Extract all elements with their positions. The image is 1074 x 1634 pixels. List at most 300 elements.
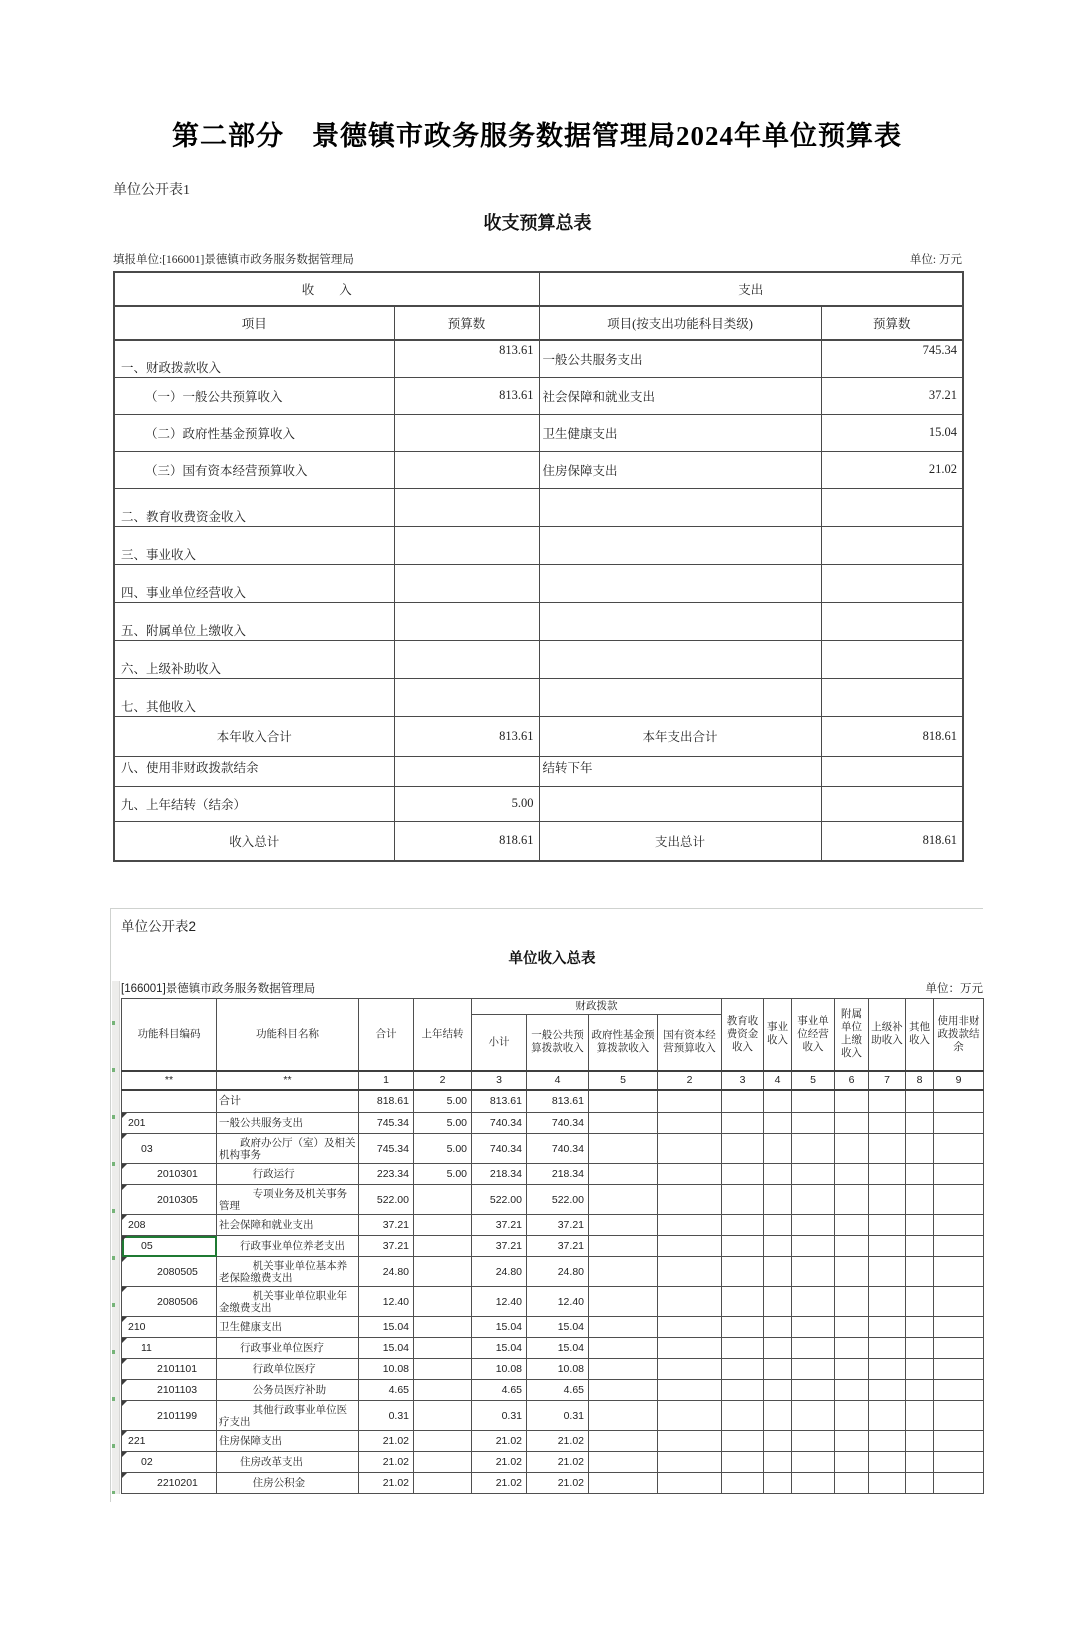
table2-value-cell <box>722 1164 764 1185</box>
table2-value-cell: 37.21 <box>527 1215 589 1236</box>
table2-value-cell <box>934 1134 984 1164</box>
table2-value-cell <box>835 1431 869 1452</box>
table2-value-cell: 4.65 <box>472 1380 527 1401</box>
table1-row <box>114 756 963 786</box>
table2-name-cell: 机关事业单位基本养老保险缴费支出 <box>217 1257 359 1287</box>
table2-name-cell: 卫生健康支出 <box>217 1317 359 1338</box>
table2-value-cell <box>722 1452 764 1473</box>
table2-value-cell <box>589 1164 658 1185</box>
table2-value-cell <box>869 1431 906 1452</box>
table1-income-item: 八、使用非财政拨款结余 <box>114 756 394 786</box>
table2-value-cell <box>589 1257 658 1287</box>
table1-row <box>114 564 963 602</box>
table2-value-cell: 745.34 <box>359 1134 414 1164</box>
table1-header-budget: 预算数 <box>394 306 539 340</box>
table2-value-cell <box>764 1338 792 1359</box>
table1-expense-value <box>821 602 963 640</box>
income-summary-table <box>121 998 984 1494</box>
table2-row <box>122 1257 984 1287</box>
table2-value-cell <box>722 1359 764 1380</box>
table2-code-cell: 2080506 <box>122 1287 217 1317</box>
income-summary-section <box>110 908 983 1502</box>
table2-name-cell: 公务员医疗补助 <box>217 1380 359 1401</box>
table2-value-cell <box>869 1359 906 1380</box>
table2-row <box>122 1431 984 1452</box>
table2-row <box>122 1287 984 1317</box>
table2-label: 单位公开表2 <box>121 919 197 934</box>
table2-value-cell <box>835 1359 869 1380</box>
table2-value-cell <box>869 1401 906 1431</box>
table2-value-cell <box>414 1401 472 1431</box>
table2-row <box>122 1473 984 1494</box>
table2-value-cell <box>835 1338 869 1359</box>
table2-value-cell <box>906 1236 934 1257</box>
table2-value-cell <box>792 1164 835 1185</box>
table1-income-item: 四、事业单位经营收入 <box>114 564 394 602</box>
table2-value-cell: 24.80 <box>527 1257 589 1287</box>
table2-value-cell <box>658 1431 722 1452</box>
table2-value-cell <box>658 1215 722 1236</box>
table2-value-cell: 21.02 <box>527 1452 589 1473</box>
table1-row <box>114 716 963 756</box>
table2-value-cell: 218.34 <box>472 1164 527 1185</box>
table2-code-cell <box>122 1090 217 1113</box>
table2-value-cell <box>414 1473 472 1494</box>
table1-row <box>114 640 963 678</box>
table2-value-cell <box>934 1452 984 1473</box>
table2-code-cell: 05 <box>122 1236 217 1257</box>
table1-income-item: 六、上级补助收入 <box>114 640 394 678</box>
table2-value-cell <box>792 1380 835 1401</box>
table2-value-cell <box>792 1431 835 1452</box>
table2-title: 单位收入总表 <box>508 951 596 967</box>
table2-value-cell <box>658 1380 722 1401</box>
table2-column-number: 2 <box>414 1071 472 1090</box>
table1-row <box>114 377 963 414</box>
table2-column-number: 2 <box>658 1071 722 1090</box>
table2-value-cell <box>414 1257 472 1287</box>
table2-value-cell <box>764 1473 792 1494</box>
table2-column-number: 7 <box>869 1071 906 1090</box>
table2-value-cell <box>906 1164 934 1185</box>
table2-value-cell <box>658 1338 722 1359</box>
table1-income-item: （一）一般公共预算收入 <box>114 377 394 414</box>
table1-income-item: （三）国有资本经营预算收入 <box>114 451 394 488</box>
table1-expense-value: 818.61 <box>821 821 963 861</box>
table2-value-cell <box>658 1257 722 1287</box>
table2-column-number: 5 <box>792 1071 835 1090</box>
table2-value-cell <box>792 1215 835 1236</box>
table2-row <box>122 1452 984 1473</box>
table1-row <box>114 602 963 640</box>
table1-header-expense-budget: 预算数 <box>821 306 963 340</box>
table2-value-cell <box>906 1215 934 1236</box>
table2-value-cell <box>934 1236 984 1257</box>
table2-value-cell <box>658 1185 722 1215</box>
table1-income-value: 813.61 <box>394 377 539 414</box>
table1-expense-value <box>821 678 963 716</box>
table2-value-cell <box>906 1473 934 1494</box>
table2-value-cell: 818.61 <box>359 1090 414 1113</box>
table2-header-business: 事业收入 <box>764 999 792 1071</box>
table2-value-cell <box>835 1287 869 1317</box>
table2-value-cell <box>658 1452 722 1473</box>
table1-income-value <box>394 488 539 526</box>
table2-value-cell <box>792 1452 835 1473</box>
table1-row <box>114 340 963 377</box>
table2-value-cell <box>414 1380 472 1401</box>
table2-value-cell <box>414 1215 472 1236</box>
table2-column-number: 9 <box>934 1071 984 1090</box>
table2-value-cell <box>414 1431 472 1452</box>
table2-name-cell: 其他行政事业单位医疗支出 <box>217 1401 359 1431</box>
table2-column-number: ** <box>217 1071 359 1090</box>
table2-header-code: 功能科目编码 <box>122 999 217 1071</box>
table2-value-cell <box>934 1090 984 1113</box>
table2-row <box>122 1236 984 1257</box>
table2-value-cell <box>764 1134 792 1164</box>
table2-value-cell <box>792 1090 835 1113</box>
table2-value-cell: 37.21 <box>472 1236 527 1257</box>
table2-value-cell <box>414 1359 472 1380</box>
table2-value-cell <box>722 1287 764 1317</box>
table1-group-header-row <box>114 272 963 306</box>
table2-value-cell <box>764 1431 792 1452</box>
table2-value-cell <box>589 1401 658 1431</box>
table1-income-item: 三、事业收入 <box>114 526 394 564</box>
table2-value-cell <box>764 1185 792 1215</box>
table2-value-cell: 0.31 <box>472 1401 527 1431</box>
table2-column-number: 4 <box>527 1071 589 1090</box>
table2-value-cell: 21.02 <box>472 1431 527 1452</box>
table2-value-cell <box>835 1401 869 1431</box>
table2-value-cell: 4.65 <box>527 1380 589 1401</box>
table2-value-cell <box>764 1401 792 1431</box>
table2-value-cell <box>869 1090 906 1113</box>
table2-value-cell: 21.02 <box>527 1431 589 1452</box>
table2-value-cell <box>835 1215 869 1236</box>
table2-name-cell: 一般公共服务支出 <box>217 1113 359 1134</box>
table2-value-cell <box>835 1452 869 1473</box>
table1-unit-note: 单位: 万元 <box>909 254 962 266</box>
table1-expense-value <box>821 488 963 526</box>
table2-value-cell: 223.34 <box>359 1164 414 1185</box>
table2-value-cell <box>835 1236 869 1257</box>
table1-expense-item: 卫生健康支出 <box>539 414 821 451</box>
table1-income-value <box>394 564 539 602</box>
table2-row <box>122 1380 984 1401</box>
table2-value-cell: 5.00 <box>414 1164 472 1185</box>
table2-column-number: ** <box>122 1071 217 1090</box>
table2-value-cell <box>934 1359 984 1380</box>
table2-header-affiliated: 附属单位上缴收入 <box>835 999 869 1071</box>
table2-header-education-fee: 教育收费资金收入 <box>722 999 764 1071</box>
table2-group-header-row <box>122 999 984 1015</box>
table1-row <box>114 678 963 716</box>
table2-value-cell <box>589 1236 658 1257</box>
table2-value-cell <box>792 1401 835 1431</box>
table2-value-cell <box>835 1317 869 1338</box>
table2-code-cell: 2080505 <box>122 1257 217 1287</box>
table2-value-cell <box>722 1134 764 1164</box>
table2-value-cell: 21.02 <box>527 1473 589 1494</box>
table2-value-cell <box>792 1287 835 1317</box>
table2-header-gov-fund: 政府性基金预算拨款收入 <box>589 1015 658 1071</box>
table2-value-cell <box>869 1113 906 1134</box>
table2-code-cell: 221 <box>122 1431 217 1452</box>
table2-value-cell: 522.00 <box>359 1185 414 1215</box>
table2-value-cell <box>414 1287 472 1317</box>
table2-value-cell: 745.34 <box>359 1113 414 1134</box>
table1-expense-group-header: 支出 <box>539 272 963 306</box>
table2-value-cell <box>658 1164 722 1185</box>
table2-value-cell <box>934 1164 984 1185</box>
table2-value-cell: 24.80 <box>359 1257 414 1287</box>
table1-expense-value: 15.04 <box>821 414 963 451</box>
table2-unit-name: [166001]景德镇市政务服务数据管理局 <box>121 983 316 995</box>
table2-value-cell <box>722 1317 764 1338</box>
table2-code-cell: 2101199 <box>122 1401 217 1431</box>
table2-header-non-fiscal-balance: 使用非财政拨款结余 <box>934 999 984 1071</box>
table1-income-value: 5.00 <box>394 786 539 821</box>
table2-value-cell <box>792 1257 835 1287</box>
table2-value-cell <box>764 1215 792 1236</box>
table2-value-cell: 0.31 <box>527 1401 589 1431</box>
table2-value-cell: 15.04 <box>527 1317 589 1338</box>
table2-value-cell <box>869 1134 906 1164</box>
table2-value-cell <box>835 1113 869 1134</box>
table2-value-cell <box>869 1473 906 1494</box>
table2-name-cell: 专项业务及机关事务管理 <box>217 1185 359 1215</box>
table2-value-cell <box>764 1317 792 1338</box>
table2-value-cell <box>589 1215 658 1236</box>
table2-value-cell <box>658 1473 722 1494</box>
table2-value-cell <box>589 1113 658 1134</box>
table1-label: 单位公开表1 <box>113 183 190 198</box>
table2-value-cell: 740.34 <box>527 1113 589 1134</box>
table2-value-cell <box>414 1338 472 1359</box>
table2-value-cell <box>835 1380 869 1401</box>
table2-value-cell: 740.34 <box>472 1134 527 1164</box>
table2-value-cell <box>835 1473 869 1494</box>
table1-row <box>114 786 963 821</box>
table2-value-cell <box>869 1185 906 1215</box>
table2-value-cell: 37.21 <box>472 1215 527 1236</box>
table2-value-cell <box>764 1452 792 1473</box>
table2-code-cell: 210 <box>122 1317 217 1338</box>
table2-value-cell <box>792 1236 835 1257</box>
table2-code-cell: 208 <box>122 1215 217 1236</box>
table2-header-state-capital: 国有资本经营预算收入 <box>658 1015 722 1071</box>
document-page <box>0 114 1074 1502</box>
table2-value-cell: 218.34 <box>527 1164 589 1185</box>
table2-row <box>122 1113 984 1134</box>
table2-value-cell <box>722 1215 764 1236</box>
table2-value-cell <box>869 1287 906 1317</box>
table1-income-value <box>394 678 539 716</box>
table1-expense-item <box>539 564 821 602</box>
table2-header-superior-subsidy: 上级补助收入 <box>869 999 906 1071</box>
table2-row <box>122 1317 984 1338</box>
table2-code-cell: 2010305 <box>122 1185 217 1215</box>
table2-value-cell <box>658 1401 722 1431</box>
table2-value-cell <box>934 1287 984 1317</box>
table2-value-cell <box>764 1257 792 1287</box>
table2-value-cell <box>835 1134 869 1164</box>
table2-code-cell: 2010301 <box>122 1164 217 1185</box>
table1-income-item: 一、财政拨款收入 <box>114 340 394 377</box>
table2-value-cell <box>722 1090 764 1113</box>
table2-value-cell <box>722 1236 764 1257</box>
table2-value-cell <box>835 1257 869 1287</box>
table2-row <box>122 1185 984 1215</box>
table2-value-cell: 740.34 <box>527 1134 589 1164</box>
table2-value-cell: 4.65 <box>359 1380 414 1401</box>
table2-header-business-operation: 事业单位经营收入 <box>792 999 835 1071</box>
table2-header-fiscal-group: 财政拨款 <box>472 999 722 1015</box>
table2-row <box>122 1164 984 1185</box>
table2-unit-note: 单位：万元 <box>925 983 983 995</box>
table2-value-cell <box>764 1164 792 1185</box>
table2-value-cell <box>764 1380 792 1401</box>
table1-title: 收支预算总表 <box>483 213 592 233</box>
table2-code-cell: 2101103 <box>122 1380 217 1401</box>
table2-value-cell <box>658 1113 722 1134</box>
table2-value-cell: 21.02 <box>472 1452 527 1473</box>
budget-summary-table <box>113 271 964 862</box>
table2-value-cell <box>835 1185 869 1215</box>
table2-value-cell: 740.34 <box>472 1113 527 1134</box>
table2-value-cell: 813.61 <box>527 1090 589 1113</box>
table2-value-cell: 24.80 <box>472 1257 527 1287</box>
table2-code-cell: 201 <box>122 1113 217 1134</box>
table2-value-cell <box>869 1317 906 1338</box>
table2-name-cell: 合计 <box>217 1090 359 1113</box>
page-title: 第二部分 景德镇市政务服务数据管理局2024年单位预算表 <box>172 121 902 151</box>
table1-expense-item <box>539 488 821 526</box>
table2-value-cell <box>414 1236 472 1257</box>
table2-header-general-public: 一般公共预算拨款收入 <box>527 1015 589 1071</box>
table2-header-name: 功能科目名称 <box>217 999 359 1071</box>
table2-value-cell: 15.04 <box>472 1317 527 1338</box>
table2-value-cell: 10.08 <box>472 1359 527 1380</box>
table2-value-cell <box>792 1113 835 1134</box>
table2-value-cell <box>934 1185 984 1215</box>
table2-value-cell <box>906 1113 934 1134</box>
table2-code-cell: 2101101 <box>122 1359 217 1380</box>
table1-expense-value <box>821 786 963 821</box>
table2-value-cell <box>869 1380 906 1401</box>
table2-value-cell <box>589 1431 658 1452</box>
table1-reporting-unit: 填报单位:[166001]景德镇市政务服务数据管理局 <box>113 254 354 266</box>
table2-value-cell <box>589 1380 658 1401</box>
table2-meta-row <box>121 980 983 996</box>
table2-value-cell <box>835 1090 869 1113</box>
table1-row <box>114 414 963 451</box>
table1-income-item: 本年收入合计 <box>114 716 394 756</box>
table2-value-cell <box>869 1164 906 1185</box>
table2-value-cell: 10.08 <box>359 1359 414 1380</box>
table2-name-cell: 住房改革支出 <box>217 1452 359 1473</box>
table2-value-cell: 12.40 <box>472 1287 527 1317</box>
table2-value-cell: 522.00 <box>472 1185 527 1215</box>
table2-value-cell <box>934 1380 984 1401</box>
table2-value-cell <box>792 1185 835 1215</box>
table1-expense-item: 支出总计 <box>539 821 821 861</box>
table1-income-item: 九、上年结转（结余） <box>114 786 394 821</box>
table2-column-number: 6 <box>835 1071 869 1090</box>
table2-value-cell <box>869 1452 906 1473</box>
table1-expense-value <box>821 564 963 602</box>
table2-value-cell: 15.04 <box>359 1338 414 1359</box>
table2-code-cell: 11 <box>122 1338 217 1359</box>
table2-value-cell <box>792 1338 835 1359</box>
table2-value-cell <box>764 1113 792 1134</box>
table2-name-cell: 行政单位医疗 <box>217 1359 359 1380</box>
table2-header-carryover: 上年结转 <box>414 999 472 1071</box>
table2-value-cell <box>792 1134 835 1164</box>
table2-name-cell: 政府办公厅（室）及相关机构事务 <box>217 1134 359 1164</box>
table1-row <box>114 821 963 861</box>
table2-value-cell: 522.00 <box>527 1185 589 1215</box>
table2-code-cell: 2210201 <box>122 1473 217 1494</box>
table2-value-cell <box>658 1317 722 1338</box>
table2-value-cell <box>906 1185 934 1215</box>
table2-name-cell: 行政事业单位养老支出 <box>217 1236 359 1257</box>
table2-value-cell <box>906 1401 934 1431</box>
table2-name-cell: 住房保障支出 <box>217 1431 359 1452</box>
table1-expense-item: 本年支出合计 <box>539 716 821 756</box>
table2-value-cell: 37.21 <box>359 1215 414 1236</box>
table2-code-cell: 02 <box>122 1452 217 1473</box>
table2-value-cell <box>869 1236 906 1257</box>
table2-value-cell <box>906 1452 934 1473</box>
table2-value-cell: 5.00 <box>414 1134 472 1164</box>
table1-expense-value <box>821 640 963 678</box>
budget-summary-section <box>113 179 962 862</box>
table1-expense-item <box>539 526 821 564</box>
table2-value-cell <box>934 1317 984 1338</box>
table1-expense-value: 37.21 <box>821 377 963 414</box>
table2-value-cell <box>869 1257 906 1287</box>
table2-value-cell <box>934 1257 984 1287</box>
table2-value-cell: 37.21 <box>359 1236 414 1257</box>
table2-row <box>122 1359 984 1380</box>
table2-value-cell: 37.21 <box>527 1236 589 1257</box>
table2-value-cell <box>658 1236 722 1257</box>
table2-value-cell <box>934 1401 984 1431</box>
table2-value-cell <box>658 1287 722 1317</box>
table2-value-cell <box>934 1113 984 1134</box>
table2-code-cell: 03 <box>122 1134 217 1164</box>
table2-row <box>122 1401 984 1431</box>
table2-value-cell <box>764 1090 792 1113</box>
table1-income-value <box>394 602 539 640</box>
table2-header-subtotal: 小计 <box>472 1015 527 1071</box>
table2-value-cell <box>764 1236 792 1257</box>
table2-value-cell: 12.40 <box>527 1287 589 1317</box>
table2-value-cell <box>589 1134 658 1164</box>
table2-column-number: 4 <box>764 1071 792 1090</box>
table2-value-cell: 21.02 <box>359 1452 414 1473</box>
table2-row <box>122 1134 984 1164</box>
table1-expense-value <box>821 756 963 786</box>
table1-row <box>114 526 963 564</box>
table2-value-cell <box>722 1338 764 1359</box>
table1-income-item: 收入总计 <box>114 821 394 861</box>
table2-name-cell: 社会保障和就业支出 <box>217 1215 359 1236</box>
table1-expense-item: 结转下年 <box>539 756 821 786</box>
